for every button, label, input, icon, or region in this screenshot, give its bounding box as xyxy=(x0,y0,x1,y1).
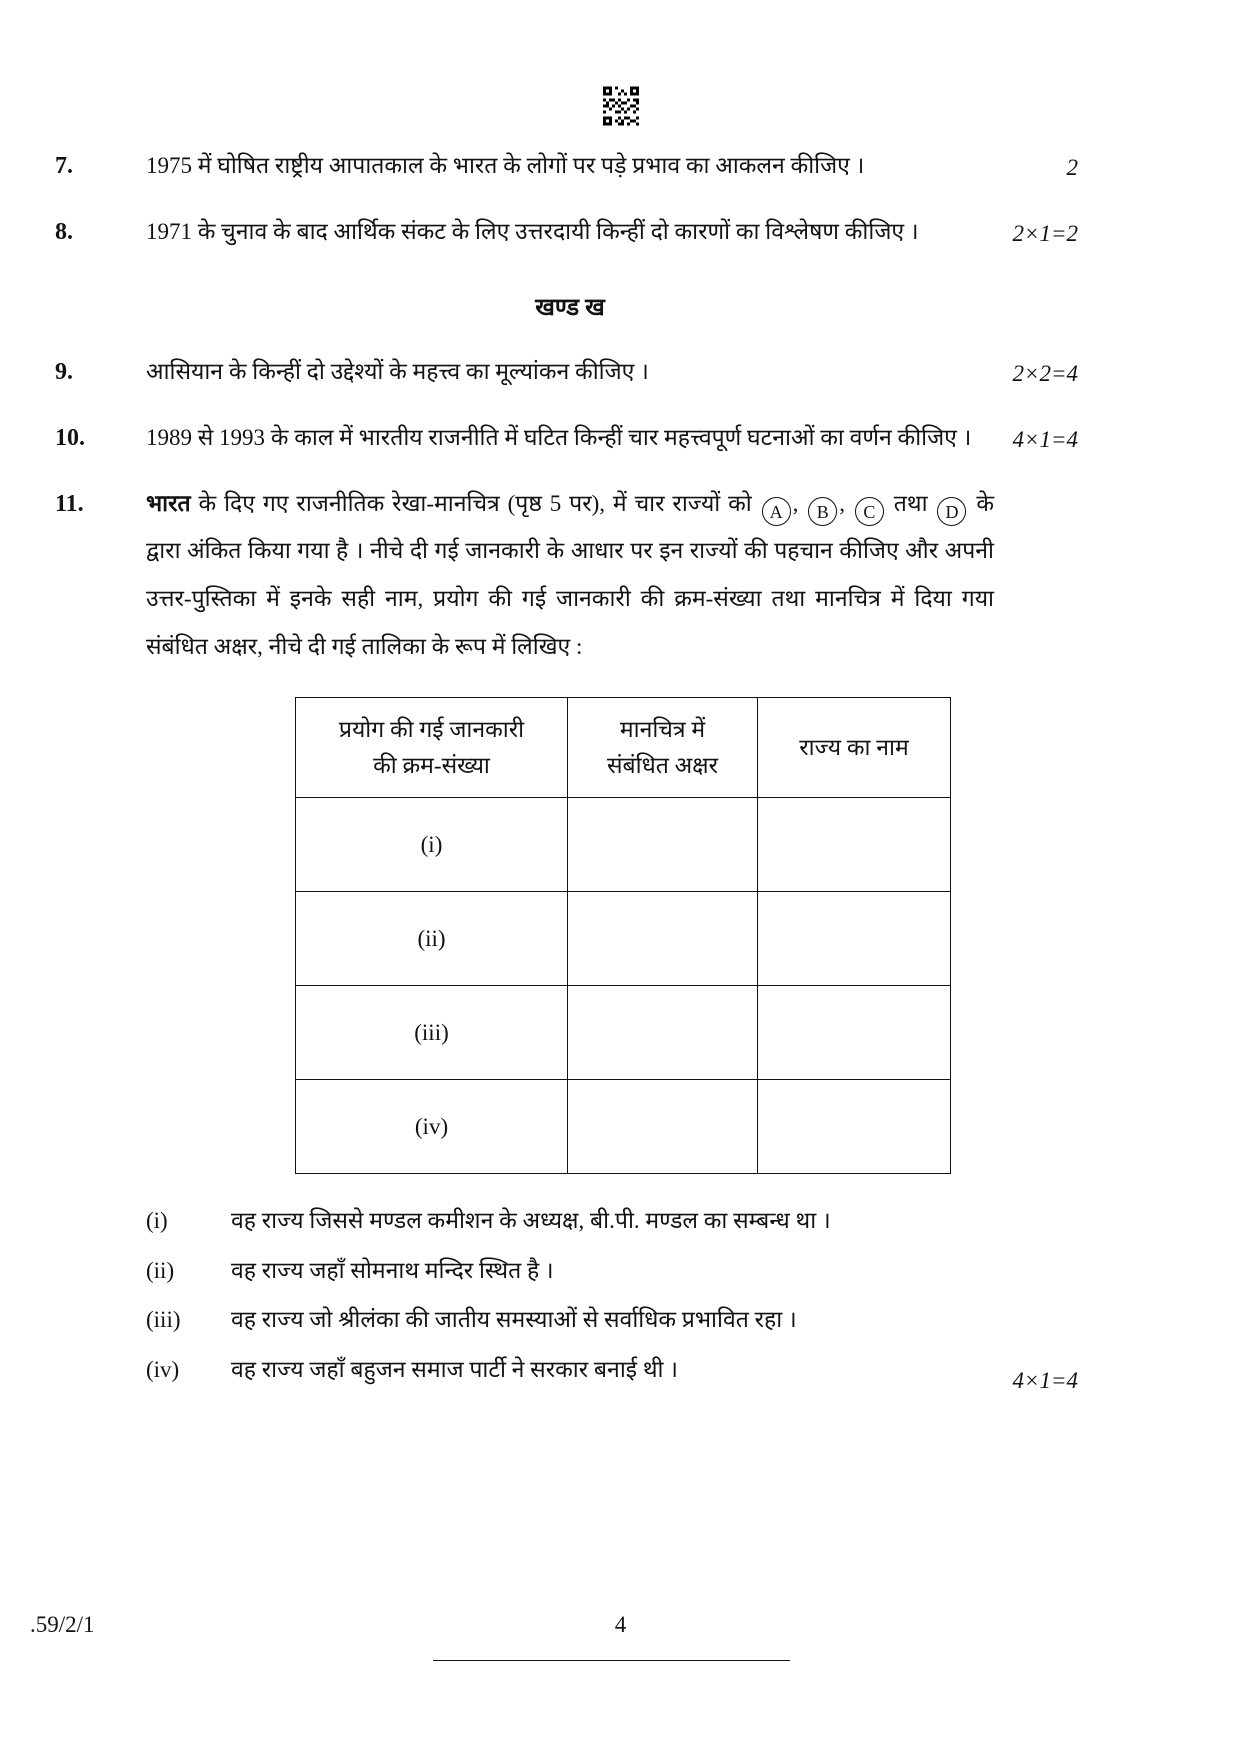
row-label: (ii) xyxy=(296,892,568,986)
question-9 xyxy=(55,348,1186,398)
table-cell-empty xyxy=(568,892,758,986)
row-label: (i) xyxy=(296,798,568,892)
table-header-letter xyxy=(568,697,758,797)
question-11 xyxy=(55,480,1186,671)
table-header-state-name xyxy=(758,697,951,797)
question-9-text: आसियान के किन्हीं दो उद्देश्यों के महत्त्व का मूल्यांकन कीजिए । xyxy=(146,358,649,384)
row-label: (iii) xyxy=(296,986,568,1080)
question-11-bold-lead: भारत xyxy=(146,490,191,516)
header-line: की क्रम-संख्या xyxy=(373,752,490,778)
circled-letter-a: A xyxy=(762,497,791,526)
item-label: (i) xyxy=(146,1208,168,1234)
item-text: वह राज्य जिससे मण्डल कमीशन के अध्यक्ष, बी.पी. मण्डल का सम्बन्ध था । xyxy=(231,1208,831,1234)
circled-letter-b: B xyxy=(808,497,837,526)
question-10-text: 1989 से 1993 के काल में भारतीय राजनीति में घटित किन्हीं चार महत्त्वपूर्ण घटनाओं का वर्णन कीजिए । xyxy=(146,424,972,450)
table-cell-empty xyxy=(568,986,758,1080)
question-8-text: 1971 के चुनाव के बाद आर्थिक संकट के लिए उत्तरदायी किन्हीं दो कारणों का विश्लेषण कीजिए । xyxy=(146,218,919,244)
table-row xyxy=(296,986,951,1080)
row-label: (iv) xyxy=(296,1080,568,1174)
question-11-number: 11. xyxy=(55,490,84,517)
header-line: मानचित्र में xyxy=(619,716,706,742)
item-label: (iv) xyxy=(146,1356,180,1382)
qr-code xyxy=(603,86,639,126)
paper-code: .59/2/1 xyxy=(30,1612,95,1637)
item-label: (iii) xyxy=(146,1307,181,1333)
table-header-row xyxy=(296,697,951,797)
question-9-number: 9. xyxy=(55,358,73,385)
item-label: (ii) xyxy=(146,1257,175,1283)
section-heading: खण्ड ख xyxy=(535,294,605,321)
separator: , xyxy=(792,490,807,516)
question-7-marks: 2 xyxy=(1066,155,1078,181)
list-item xyxy=(146,1196,1186,1245)
item-text: वह राज्य जहाँ सोमनाथ मन्दिर स्थित है । xyxy=(231,1257,554,1283)
question-11-items xyxy=(55,1196,1186,1394)
question-8-number: 8. xyxy=(55,218,73,245)
question-11-text-part1: के दिए गए राजनीतिक रेखा-मानचित्र (पृष्ठ 5 पर), में चार राज्यों को xyxy=(190,490,760,516)
table-cell-empty xyxy=(758,798,951,892)
table-cell-empty xyxy=(758,986,951,1080)
question-11-marks: 4×1=4 xyxy=(1012,1367,1078,1393)
header-line: प्रयोग की गई जानकारी xyxy=(338,716,525,742)
table-row xyxy=(296,798,951,892)
answer-table xyxy=(295,697,951,1174)
item-text: वह राज्य जो श्रीलंका की जातीय समस्याओं से सर्वाधिक प्रभावित रहा । xyxy=(231,1307,797,1333)
table-cell-empty xyxy=(758,1080,951,1174)
list-item xyxy=(146,1295,1186,1344)
question-11-text-part2: के द्वारा अंकित किया गया है । नीचे दी गई जानकारी के आधार पर इन राज्यों की पहचान कीजिए और अपनी उत्तर-पुस्तिका में इनके सही नाम, प्रयोग की गई जानकारी की क्रम-संख्या तथा मानचित्र में दिया गया संबंधित अक्षर, नीचे दी गई तालिका के रूप में लिखिए : xyxy=(146,490,995,660)
conjunction: तथा xyxy=(885,490,936,516)
circled-letter-d: D xyxy=(937,497,966,526)
table-row xyxy=(296,892,951,986)
question-10 xyxy=(55,414,1186,464)
list-item xyxy=(146,1246,1186,1295)
question-11-text xyxy=(146,480,994,671)
table-header-serial xyxy=(296,697,568,797)
question-7-text: 1975 में घोषित राष्ट्रीय आपातकाल के भारत के लोगों पर पड़े प्रभाव का आकलन कीजिए । xyxy=(146,153,865,178)
question-10-number: 10. xyxy=(55,424,85,451)
separator: , xyxy=(839,490,853,516)
table-cell-empty xyxy=(758,892,951,986)
table-row xyxy=(296,1080,951,1174)
header-line: राज्य का नाम xyxy=(799,734,909,760)
question-8-marks: 2×1=2 xyxy=(1012,220,1078,246)
question-10-marks: 4×1=4 xyxy=(1012,426,1078,452)
question-8 xyxy=(55,208,1186,258)
item-text: वह राज्य जहाँ बहुजन समाज पार्टी ने सरकार बनाई थी । xyxy=(231,1356,678,1382)
page-number: 4 xyxy=(614,1612,627,1637)
question-7-number: 7. xyxy=(55,153,73,179)
table-cell-empty xyxy=(568,1080,758,1174)
circled-letter-c: C xyxy=(855,497,884,526)
question-9-marks: 2×2=4 xyxy=(1012,360,1078,386)
table-cell-empty xyxy=(568,798,758,892)
header-line: संबंधित अक्षर xyxy=(606,752,719,778)
question-7 xyxy=(55,142,1186,192)
footer-divider xyxy=(433,1660,790,1661)
